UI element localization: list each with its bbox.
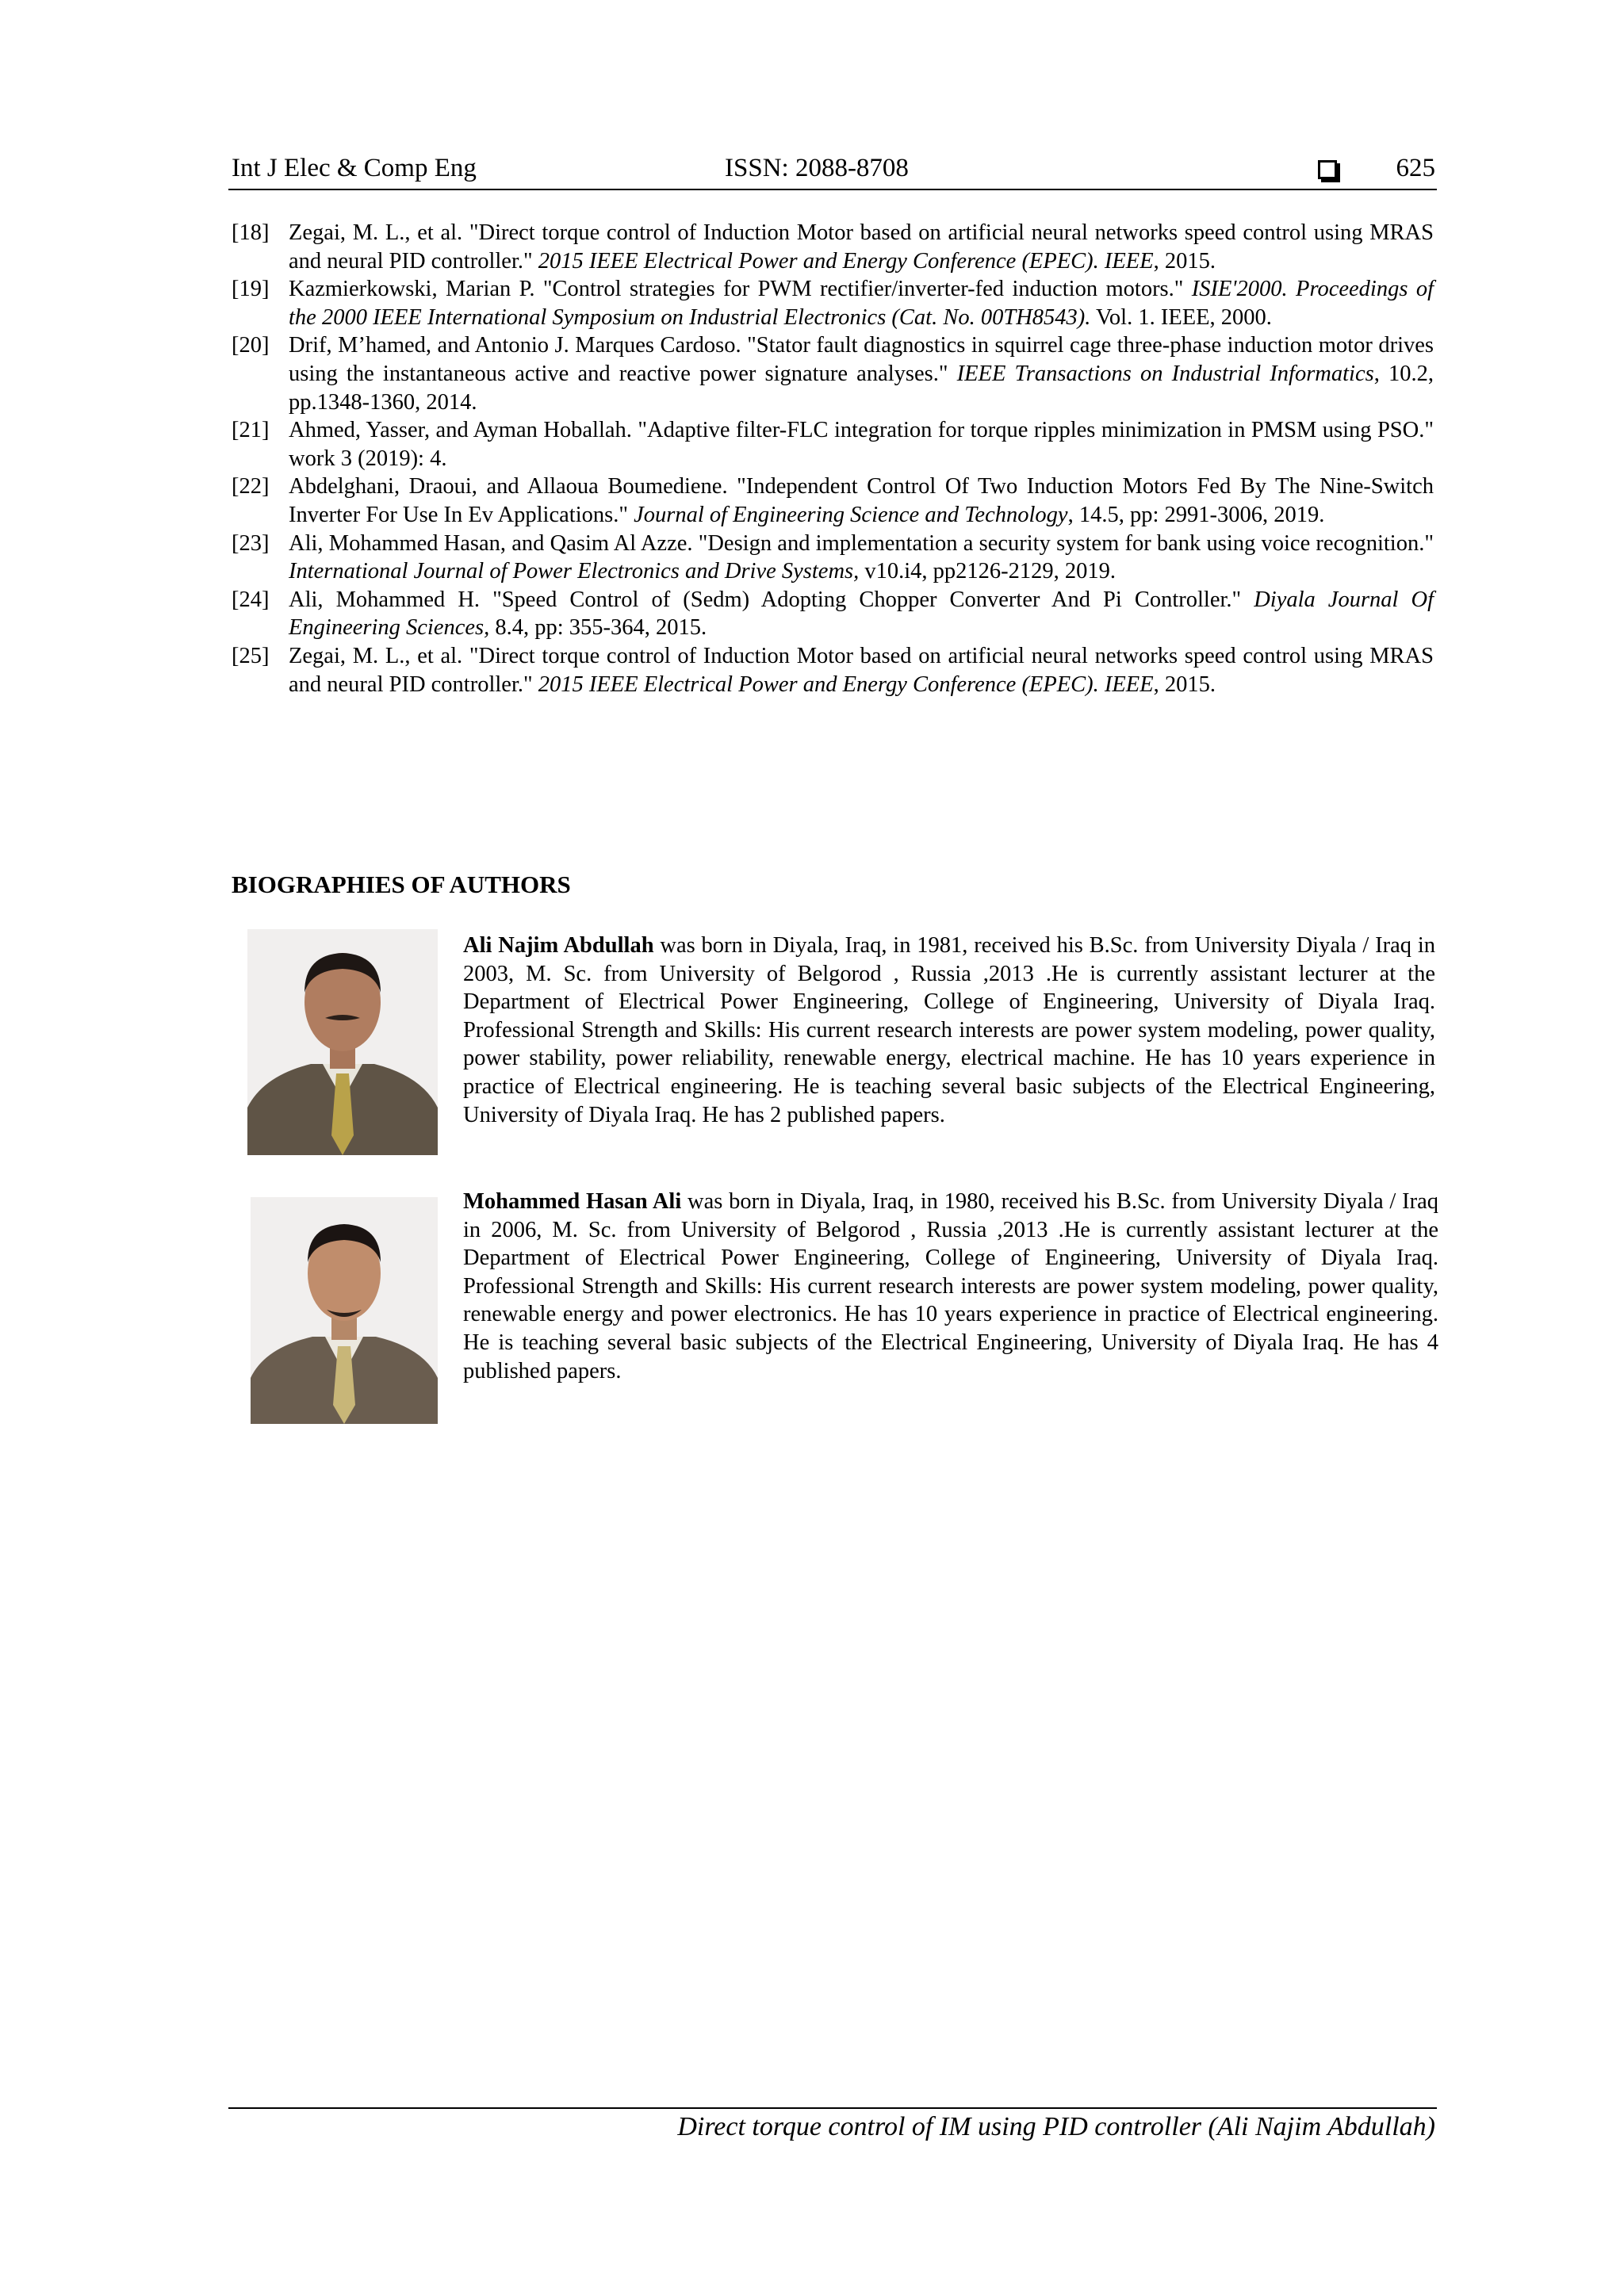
running-footer: Direct torque control of IM using PID controller (Ali Najim Abdullah) [677,2112,1435,2141]
reference-number: [23] [232,530,270,556]
author-biography [463,932,1435,1129]
reference-text: Ahmed, Yasser, and Ayman Hoballah. "Adaptive filter-FLC integration for torque ripples minimization in PMSM using PSO." work 3 (2019): 4. [289,418,1434,471]
page-number: 625 [1396,154,1435,182]
biography-text: was born in Diyala, Iraq, in 1980, received his B.Sc. from University Diyala / Iraq in 2006, M. Sc. from University of Belgorod , Russia ,2013 .He is currently assistant lecturer at the Department of Electrical Power Engineering, College of Engineering, University of Diyala Iraq. Professional Strength and Skills: His current research interests are power system modeling, power quality, renewable energy and power electronics. He has 10 years experience in practice of Electrical engineering. He is teaching several basic subjects of the Electrical Engineering, University of Diyala Iraq. He has 4 published papers. [463,1189,1439,1383]
issn: ISSN: 2088-8708 [725,154,909,182]
reference-item [232,473,1434,529]
reference-text: Kazmierkowski, Marian P. "Control strategies for PWM rectifier/inverter-fed induction motors." ISIE'2000. Proceedings of the 2000 IEEE International Symposium on Industrial Electronics (Cat. No. 00TH8543). Vol. 1. IEEE, 2000. [289,277,1434,330]
biography-text: was born in Diyala, Iraq, in 1981, received his B.Sc. from University Diyala / Iraq in 2003, M. Sc. from University of Belgorod , Russia ,2013 .He is currently assistant lecturer at the Department of Electrical Power Engineering, College of Engineering, University of Diyala Iraq. Professional Strength and Skills: His current research interests are power system modeling, power quality, power stability, power reliability, renewable energy, electrical machine. He has 10 years experience in practice of Electrical engineering. He is teaching several basic subjects of the Electrical Engineering, University of Diyala Iraq. He has 2 published papers. [463,933,1435,1127]
reference-item [232,530,1434,586]
reference-text: Abdelghani, Draoui, and Allaoua Boumediene. "Independent Control Of Two Induction Motors Fed By The Nine-Switch Inverter For Use In Ev Applications." Journal of Engineering Science and Technology, 14.5, pp: 2991-3006, 2019. [289,474,1434,527]
reference-number: [18] [232,220,270,245]
reference-item [232,642,1434,698]
reference-number: [19] [232,277,270,302]
reference-number: [25] [232,643,270,668]
journal-name: Int J Elec & Comp Eng [232,154,477,182]
author-name: Mohammed Hasan Ali [463,1189,682,1214]
reference-item [232,586,1434,642]
reference-number: [20] [232,333,270,358]
reference-text: Zegai, M. L., et al. "Direct torque control of Induction Motor based on artificial neural networks speed control using MRAS and neural PID controller." 2015 IEEE Electrical Power and Energy Conference (EPEC). IEEE, 2015. [289,643,1434,697]
author-name: Ali Najim Abdullah [463,933,654,958]
square-bullet-icon [1318,160,1337,179]
reference-item [232,416,1434,473]
biographies-heading: BIOGRAPHIES OF AUTHORS [232,871,571,898]
reference-number: [21] [232,418,270,443]
header-rule [228,189,1437,190]
reference-item [232,275,1434,331]
reference-number: [22] [232,474,270,499]
reference-text: Drif, M’hamed, and Antonio J. Marques Cardoso. "Stator fault diagnostics in squirrel cage three-phase induction motor drives using the instantaneous active and reactive power signature analyses." IEEE Transactions on Industrial Informatics, 10.2, pp.1348-1360, 2014. [289,333,1434,415]
footer-rule [228,2107,1437,2109]
author-biography [463,1188,1438,1385]
running-header [232,154,1435,192]
reference-item [232,219,1434,275]
reference-item [232,331,1434,416]
reference-number: [24] [232,587,270,612]
author-photo-icon [247,929,438,1155]
reference-list [232,219,1434,698]
reference-text: Ali, Mohammed H. "Speed Control of (Sedm) Adopting Chopper Converter And Pi Controller." Diyala Journal Of Engineering Sciences, 8.4, pp: 355-364, 2015. [289,587,1434,641]
reference-text: Zegai, M. L., et al. "Direct torque control of Induction Motor based on artificial neural networks speed control using MRAS and neural PID controller." 2015 IEEE Electrical Power and Energy Conference (EPEC). IEEE, 2015. [289,220,1434,274]
reference-text: Ali, Mohammed Hasan, and Qasim Al Azze. "Design and implementation a security system for bank using voice recognition." International Journal of Power Electronics and Drive Systems, v10.i4, pp2126-2129, 2019. [289,530,1434,584]
author-photo-icon [251,1197,438,1424]
